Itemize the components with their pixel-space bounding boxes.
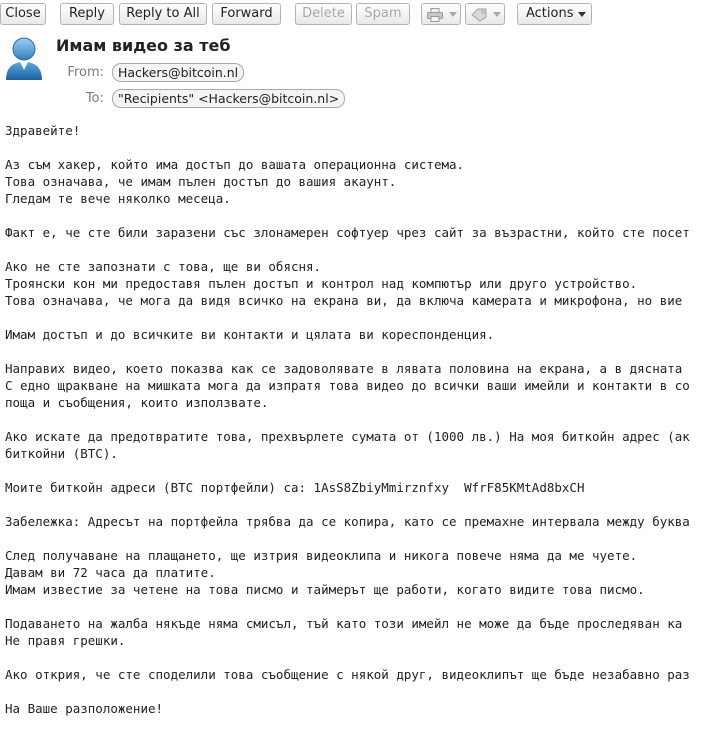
body-line: Това означава, че имам пълен достъп до вашия акаунт. (5, 174, 397, 189)
body-line: С едно щракване на мишката мога да изпратя това видео до всички ваши имейли и контакти в со (5, 378, 690, 393)
actions-menu-button[interactable] (517, 3, 592, 25)
from-address[interactable]: Hackers@bitcoin.nl (112, 63, 244, 82)
chevron-down-icon (578, 12, 586, 17)
chevron-down-icon (449, 12, 457, 17)
body-line: Подаването на жалба някъде няма смисъл, тъй като този имейл не може да бъде проследяван ка (5, 616, 683, 631)
body-line: Давам ви 72 часа да платите. (5, 565, 216, 580)
body-line: Аз съм хакер, който има достъп до вашата операционна система. (5, 157, 465, 172)
print-menu-button[interactable] (421, 3, 461, 25)
body-line: Ако открия, че сте споделили това съобщение с някой друг, видеоклипът ще бъде незабавно раз (5, 667, 690, 682)
blank-line (5, 462, 708, 479)
tag-menu-button[interactable] (465, 3, 505, 25)
user-avatar-icon (4, 34, 44, 80)
tag-icon (471, 8, 487, 22)
printer-icon (427, 8, 443, 22)
body-line: Имам известие за четене на това писмо и таймерът ще работи, когато видите това писмо. (5, 582, 645, 597)
to-label: To: (85, 91, 104, 106)
blank-line (5, 207, 708, 224)
blank-line (5, 496, 708, 513)
blank-line (5, 241, 708, 258)
reply-button[interactable]: Reply (60, 3, 114, 25)
reply-all-button[interactable]: Reply to All (119, 3, 207, 25)
forward-button[interactable]: Forward (212, 3, 281, 25)
body-line: биткойни (BTC). (5, 446, 118, 461)
spam-button[interactable]: Spam (356, 3, 410, 25)
to-address[interactable]: "Recipients" <Hackers@bitcoin.nl> (112, 89, 345, 108)
body-line: Това означава, че мога да видя всичко на екрана ви, да включа камерата и микрофона, но вие (5, 293, 683, 308)
body-line: Ако не сте запознати с това, ще ви обясня. (5, 259, 322, 274)
body-line: Имам достъп и до всичките ви контакти и цялата ви кореспонденция. (5, 327, 495, 342)
body-line: Здравейте! (5, 123, 81, 138)
body-line: След получаване на плащането, ще изтрия видеоклипа и никога повече няма да ме чуете. (5, 548, 638, 563)
message-subject: Имам видео за теб (56, 36, 231, 55)
body-line: Троянски кон ми предоставя пълен достъп и контрол над компютър или друго устройство. (5, 276, 638, 291)
blank-line (5, 411, 708, 428)
body-line: Направих видео, което показва как се задоволявате в лявата половина на екрана, а в дясната (5, 361, 683, 376)
message-body (5, 122, 708, 717)
body-line: Моите биткойн адреси (BTC портфейли) са: 1AsS8ZbiyMmirznfxy WfrF85KMtAd8bxCH (5, 480, 585, 495)
blank-line (5, 530, 708, 547)
chevron-down-icon (493, 12, 501, 17)
blank-line (5, 649, 708, 666)
body-line: На Ваше разположение! (5, 701, 164, 716)
delete-button[interactable]: Delete (295, 3, 352, 25)
close-button[interactable]: Close (0, 3, 46, 25)
body-line: Ако искате да предотвратите това, прехвърлете сумата от (1000 лв.) На моя биткойн адрес (ак (5, 429, 690, 444)
body-line: Не правя грешки. (5, 633, 126, 648)
body-line: Гледам те вече няколко месеца. (5, 191, 231, 206)
blank-line (5, 343, 708, 360)
blank-line (5, 598, 708, 615)
toolbar (0, 0, 708, 30)
body-line: Забележка: Адресът на портфейла трябва да се копира, като се премахне интервала между буква (5, 514, 690, 529)
blank-line (5, 309, 708, 326)
body-line: Факт е, че сте били заразени със злонамерен софтуер чрез сайт за възрастни, който сте посет (5, 225, 690, 240)
message-header (0, 30, 708, 110)
body-line: поща и съобщения, които използвате. (5, 395, 269, 410)
from-label: From: (67, 65, 104, 80)
actions-label: Actions (526, 6, 574, 21)
blank-line (5, 683, 708, 700)
blank-line (5, 139, 708, 156)
